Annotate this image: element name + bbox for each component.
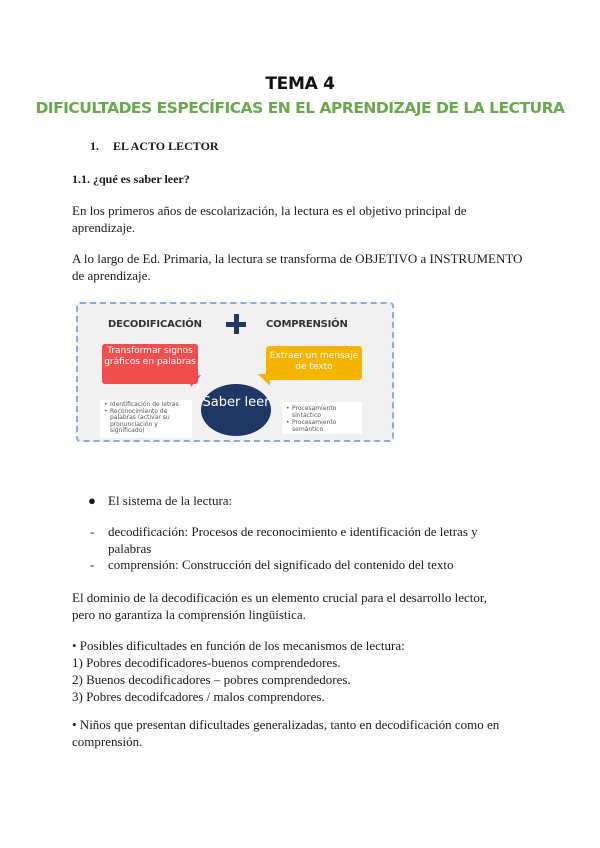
subsection-heading: 1.1. ¿qué es saber leer? [72,172,190,186]
dificultades-item-1: 1) Pobres decodificadores-buenos comprendedores. [72,655,341,670]
saber-leer-circle: Saber leer [199,382,273,438]
yellow-callout-tail [258,374,270,386]
diagram-yellow-callout: Extraer un mensaje de texto [266,346,362,380]
diagram-right-item: • Procesamiento semántico [286,419,358,433]
diagram-left-item: • Reconocimiento de palabras (activar su pronunciación y significado) [104,409,188,435]
section-heading-1 [90,139,219,154]
diagram-left-list [100,400,192,438]
bullet-icon: ● [88,493,96,508]
dash-icon: - [90,557,95,572]
bullet-text: El sistema de la lectura: [108,493,233,508]
dash-text: comprensión: Construcción del significado del contenido del texto [108,557,454,572]
diagram-decodificacion-label: DECODIFICACIÓN [108,319,202,330]
diagram-right-list [282,402,362,434]
bullet-sistema [90,493,232,509]
section-number: 1. [90,139,99,153]
dash-text: decodificación: Procesos de reconocimiento e identificación de letras y palabras [108,524,478,556]
plus-icon [226,314,246,334]
paragraph-dominio: El dominio de la decodificación es un elemento crucial para el desarrollo lector, pero no garantiza la comprensión lingüística. [72,590,487,622]
red-callout-tail [189,375,203,387]
dash-icon: - [90,524,95,539]
diagram-right-item: • Procesamiento sintáctico [286,405,358,419]
diagram-left-item: • Identificación de letras [104,402,188,409]
diagram-comprension-label: COMPRENSIÓN [266,319,348,330]
paragraph-instrumento: A lo largo de Ed. Primaria, la lectura se transforma de OBJETIVO a INSTRUMENTO de aprendizaje. [72,251,523,283]
saber-leer-diagram [76,302,394,442]
page-title: TEMA 4 [265,74,335,94]
dificultades-intro: • Posibles dificultades en función de los mecanismos de lectura: [72,638,405,653]
dificultades-item-3: 3) Pobres decodifcadores / malos comprendores. [72,689,325,704]
page-subtitle: DIFICULTADES ESPECÍFICAS EN EL APRENDIZAJE DE LA LECTURA [35,99,565,117]
dificultades-item-2: 2) Buenos decodificadores – pobres comprendedores. [72,672,351,687]
section-label: EL ACTO LECTOR [113,139,219,153]
diagram-red-callout: Transformar signos gráficos en palabras [102,344,198,384]
paragraph-generalizadas: • Niños que presentan dificultades generalizadas, tanto en decodificación como en comprensión. [72,717,500,749]
dash-item-comprension [90,556,510,573]
dash-item-decodificacion [90,523,510,557]
paragraph-dificultades [72,637,532,705]
paragraph-objetivo: En los primeros años de escolarización, la lectura es el objetivo principal de aprendizaje. [72,203,467,235]
